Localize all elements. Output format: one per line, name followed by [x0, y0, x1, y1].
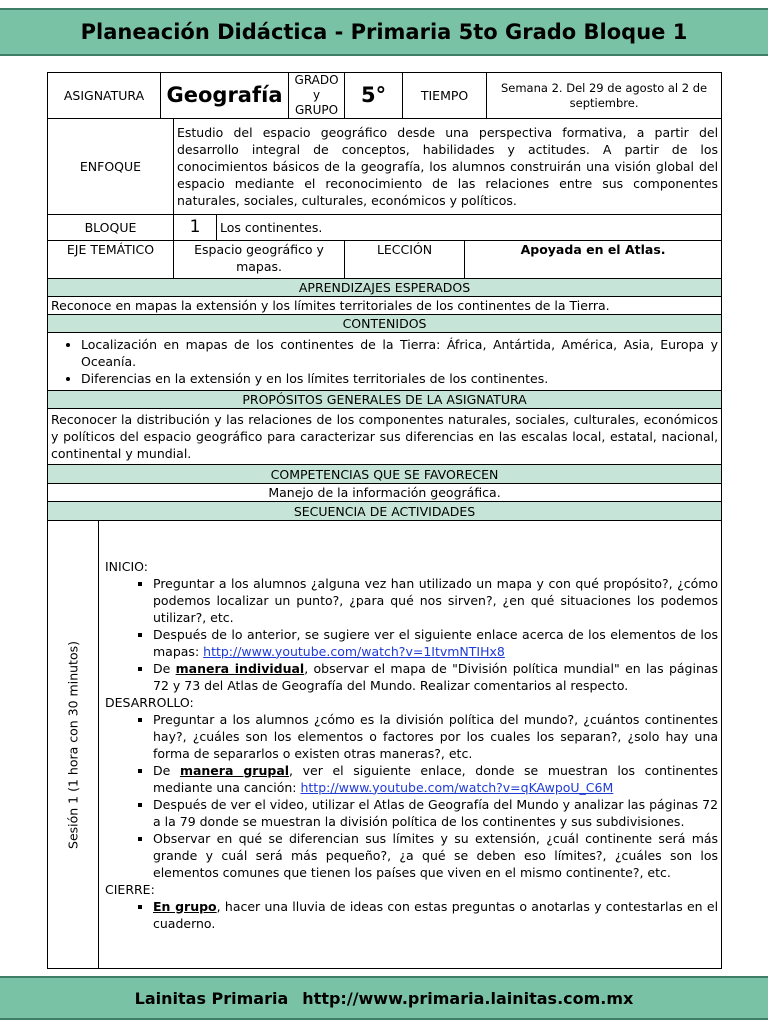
list-item: • Localización en mapas de los continentes de la Tierra: África, Antártida, América, Asia, Europa y Oceanía. [81, 336, 718, 370]
contenidos-heading: CONTENIDOS [48, 315, 722, 333]
grado-value: 5° [345, 73, 403, 119]
row-enfoque [48, 119, 722, 215]
row-secuencia [48, 521, 722, 969]
list-item-text: , hacer una lluvia de ideas con estas preguntas o anotarlas y contestarlas en el cuaderno. [153, 898, 719, 931]
contenidos-list-cell [48, 333, 722, 391]
row-asignatura [48, 73, 722, 119]
session-label: Sesión 1 (1 hora con 30 minutos) [65, 640, 81, 849]
emphasis-text: En grupo [153, 898, 217, 914]
secuencia-heading: SECUENCIA DE ACTIVIDADES [48, 502, 722, 521]
list-item [153, 660, 718, 694]
list-item: ▪ Preguntar a los alumnos ¿cómo es la división política del mundo?, ¿cuántos continentes hay?, ¿cuáles son los elementos o factores por los cuales los separan?, ¿solo hay una forma de separarlos o existen otras maneras?, etc. [153, 711, 718, 762]
footer-url[interactable]: http://www.primaria.lainitas.com.mx [302, 988, 634, 1008]
list-item-text: De [153, 762, 180, 778]
emphasis-text: manera individual [175, 660, 305, 676]
bloque-label: BLOQUE [48, 215, 174, 241]
list-item: ▪ Preguntar a los alumnos ¿alguna vez han utilizado un mapa y con qué propósito?, ¿cómo podemos localizar un punto?, ¿para qué nos sirven?, ¿en qué situaciones los podemos utilizar?, etc. [153, 575, 718, 626]
lesson-plan-table [47, 72, 722, 969]
tiempo-label: TIEMPO [403, 73, 487, 119]
list-item: ▪ Observar en qué se diferencian sus límites y su extensión, ¿cuál continente será más grande y cuál será más pequeño?, ¿a qué se deben eso límites?, ¿cuáles son los elementos comunes que tienen los países que viven en el mismo continente?, etc. [153, 830, 718, 881]
desarrollo-list [105, 711, 718, 881]
cierre-list [105, 898, 718, 932]
grado-label: GRADO y GRUPO [289, 73, 345, 119]
video-link-continents-song[interactable]: http://www.youtube.com/watch?v=qKAwpoU_C6M [300, 779, 614, 795]
session-cell [48, 521, 99, 969]
cierre-label: CIERRE: [105, 881, 155, 897]
row-bloque [48, 215, 722, 241]
asignatura-value: Geografía [161, 73, 289, 119]
list-item [153, 762, 718, 796]
competencias-heading: COMPETENCIAS QUE SE FAVORECEN [48, 465, 722, 484]
asignatura-label: ASIGNATURA [48, 73, 161, 119]
list-item-text: , ver el siguiente enlace, donde se muestran los continentes mediante una canción: [153, 762, 719, 795]
list-item-text: De [153, 660, 176, 676]
footer-banner [0, 976, 768, 1020]
aprendizajes-heading: APRENDIZAJES ESPERADOS [48, 279, 722, 297]
page-title: Planeación Didáctica - Primaria 5to Grado Bloque 1 [80, 20, 688, 44]
enfoque-label: ENFOQUE [48, 119, 174, 215]
competencias-text: Manejo de la información geográfica. [48, 484, 722, 502]
bloque-title: Los continentes. [217, 215, 722, 241]
tiempo-value: Semana 2. Del 29 de agosto al 2 de septiembre. [487, 73, 722, 119]
contenidos-list [51, 336, 718, 387]
inicio-label: INICIO: [105, 558, 148, 574]
header-banner [0, 8, 768, 56]
leccion-label: LECCIÓN [345, 241, 465, 279]
propositos-text: Reconocer la distribución y las relaciones de los componentes naturales, sociales, culturales, económicos y políticos del espacio geográfico para caracterizar sus diferencias en las escalas local, estatal, nacional, continental y mundial. [48, 409, 722, 465]
propositos-heading: PROPÓSITOS GENERALES DE LA ASIGNATURA [48, 391, 722, 409]
eje-label: EJE TEMÁTICO [48, 241, 174, 279]
list-item: • Diferencias en la extensión y en los límites territoriales de los continentes. [81, 370, 718, 387]
activities-cell [99, 521, 722, 969]
list-item: ▪ Después de ver el video, utilizar el Atlas de Geografía del Mundo y analizar las páginas 72 a la 79 donde se muestran la división política de los continentes y sus subdivisiones. [153, 796, 718, 830]
eje-value: Espacio geográfico y mapas. [174, 241, 345, 279]
list-item [153, 898, 718, 932]
footer-site-name: Lainitas Primaria [134, 988, 289, 1008]
emphasis-text: manera grupal [179, 762, 290, 778]
aprendizajes-text: Reconoce en mapas la extensión y los límites territoriales de los continentes de la Tierra. [48, 297, 722, 315]
bloque-number: 1 [174, 215, 217, 241]
inicio-list [105, 575, 718, 694]
list-item-text: , observar el mapa de "División política mundial" en las páginas 72 y 73 del Atlas de Geografía del Mundo. Realizar comentarios al respecto. [153, 660, 719, 693]
video-link-map-elements[interactable]: http://www.youtube.com/watch?v=1ItvmNTIHx8 [203, 643, 505, 659]
row-eje [48, 241, 722, 279]
list-item-text: Después de lo anterior, se sugiere ver el siguiente enlace acerca de los elementos de los mapas: [153, 626, 719, 659]
enfoque-text: Estudio del espacio geográfico desde una perspectiva formativa, a partir del desarrollo integral de conceptos, habilidades y actitudes. A partir de los conocimientos básicos de la geografía, los alumnos construirán una visión global del espacio mediante el reconocimiento de las relaciones entre sus componentes naturales, sociales, culturales, económicos y políticos. [174, 119, 722, 215]
desarrollo-label: DESARROLLO: [105, 694, 194, 710]
leccion-value: Apoyada en el Atlas. [465, 241, 722, 279]
list-item [153, 626, 718, 660]
